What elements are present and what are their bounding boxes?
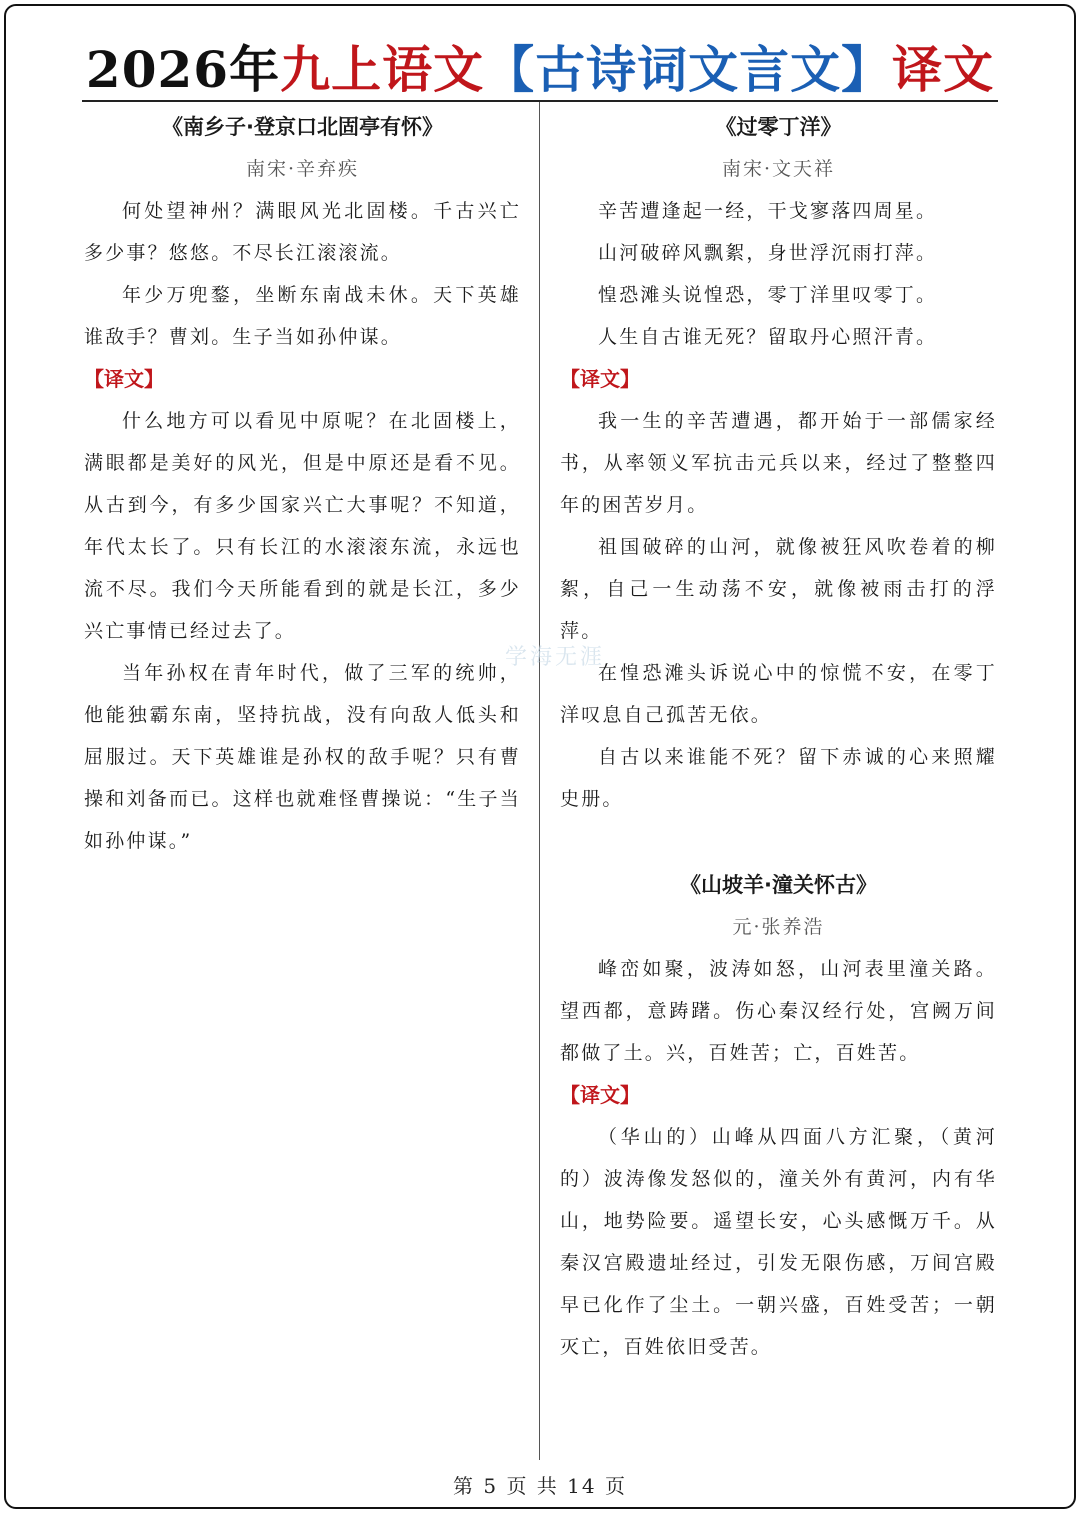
poem-title: 《过零丁洋》 [715, 115, 842, 139]
translation-paragraph: （华山的）山峰从四面八方汇聚，（黄河的）波涛像发怒似的，潼关外有黄河，内有华山，地势险要。遥望长安，心头感慨万千。从秦汉宫殿遗址经过，引发无限伤感，万间宫殿早已化作了尘土。一朝兴盛，百姓受苦；一朝灭亡，百姓依旧受苦。 [560, 1126, 997, 1358]
translation-tag: 【译文】 [560, 367, 640, 391]
title-year: 2026年 [85, 40, 281, 99]
poem-stanza: 何处望神州？满眼风光北固楼。千古兴亡多少事？悠悠。不尽长江滚滚流。 [84, 200, 521, 264]
translation-paragraph: 祖国破碎的山河，就像被狂风吹卷着的柳絮，自己一生动荡不安，就像被雨击打的浮萍。 [560, 536, 997, 642]
translation-paragraph: 什么地方可以看见中原呢？在北固楼上，满眼都是美好的风光，但是中原还是看不见。从古到今，有多少国家兴亡大事呢？不知道，年代太长了。只有长江的水滚滚东流，永远也流不尽。我们今天所能看到的就是长江，多少兴亡事情已经过去了。 [84, 410, 521, 642]
right-column [560, 104, 997, 1368]
translation-tag: 【译文】 [560, 1083, 640, 1107]
translation-paragraph: 当年孙权在青年时代，做了三军的统帅，他能独霸东南，坚持抗战，没有向敌人低头和屈服过。天下英雄谁是孙权的敌手呢？只有曹操和刘备而已。这样也就难怪曹操说：“生子当如孙仲谋。” [84, 662, 521, 852]
left-column [84, 104, 521, 862]
title-topic: 【古诗词文言文】 [484, 40, 893, 99]
poem-title: 《南乡子·登京口北固亭有怀》 [162, 115, 443, 139]
poem-line: 辛苦遭逢起一经，干戈寥落四周星。 [598, 200, 938, 222]
title-suffix: 译文 [892, 40, 995, 99]
watermark: 学海无涯 [505, 645, 606, 670]
title-underline [82, 100, 998, 102]
poem-title: 《山坡羊·潼关怀古》 [680, 873, 877, 897]
poem-stanza: 峰峦如聚，波涛如怒，山河表里潼关路。望西都，意踌躇。伤心秦汉经行处，宫阙万间都做了土。兴，百姓苦；亡，百姓苦。 [560, 958, 997, 1064]
page-number: 第 5 页 共 14 页 [453, 1474, 627, 1498]
title-subject: 九上语文 [280, 40, 485, 99]
section-gap [560, 820, 997, 862]
translation-paragraph: 我一生的辛苦遭遇，都开始于一部儒家经书，从率领义军抗击元兵以来，经过了整整四年的困苦岁月。 [560, 410, 997, 516]
poem-stanza: 年少万兜鍪，坐断东南战未休。天下英雄谁敌手？曹刘。生子当如孙仲谋。 [84, 284, 521, 348]
poem-line: 山河破碎风飘絮，身世浮沉雨打萍。 [598, 242, 938, 264]
poem-line: 惶恐滩头说惶恐，零丁洋里叹零丁。 [598, 284, 938, 306]
poem-author: 南宋·文天祥 [721, 158, 836, 180]
page-title [0, 38, 1080, 102]
poem-line: 人生自古谁无死？留取丹心照汗青。 [598, 326, 938, 348]
translation-paragraph: 在惶恐滩头诉说心中的惊慌不安，在零丁洋叹息自己孤苦无依。 [560, 662, 997, 726]
translation-paragraph: 自古以来谁能不死？留下赤诚的心来照耀史册。 [560, 746, 997, 810]
column-divider [539, 102, 540, 1460]
poem-author: 南宋·辛弃疾 [245, 158, 360, 180]
poem-author: 元·张养浩 [732, 916, 825, 938]
translation-tag: 【译文】 [84, 367, 164, 391]
